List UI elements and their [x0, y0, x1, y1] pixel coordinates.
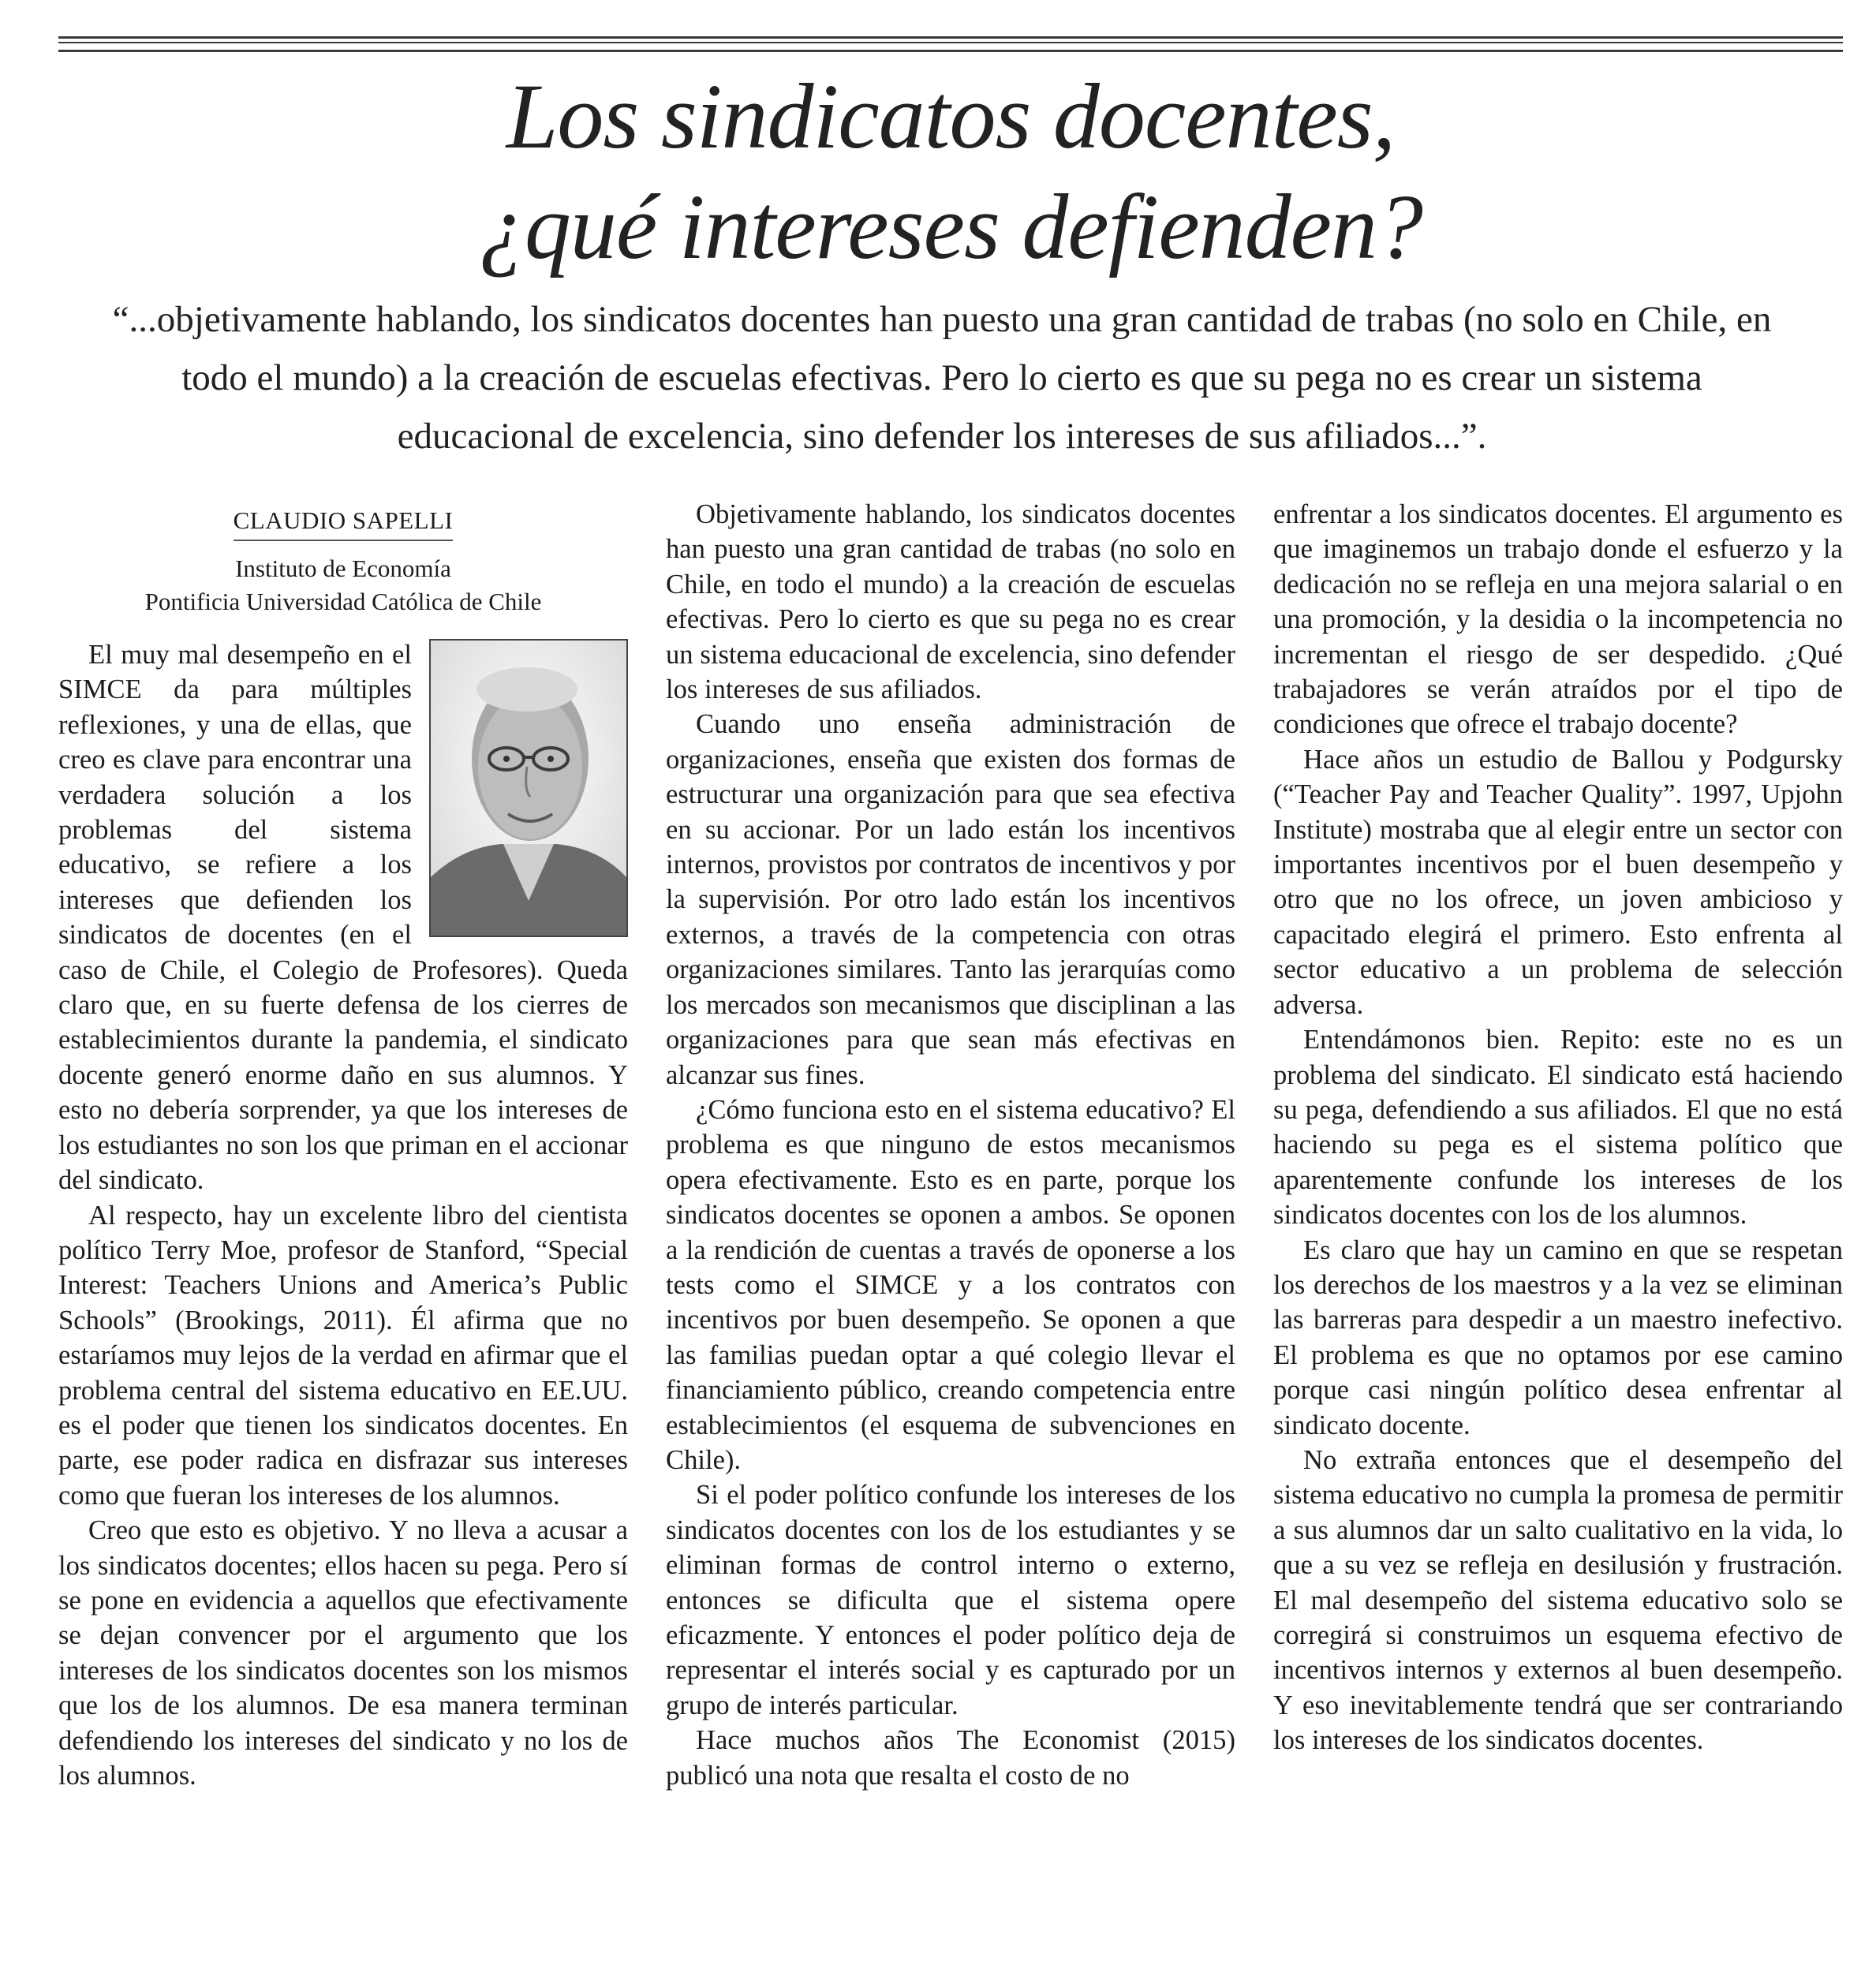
paragraph-10: Entendámonos bien. Repito: este no es un problema del sindicato. El sindicato está haciendo su pega, defendiendo a sus afiliados. El que no está haciendo su pega es el sistema político que aparentemente confunde los intereses de los sindicatos docentes con los de los alumnos.: [1273, 1025, 1843, 1231]
column-3: [1273, 497, 1843, 1758]
paragraph-1: El muy mal desempeño en el SIMCE da para múltiples reflexiones, y una de ellas, que creo es clave para encontrar una verdadera solución a los problemas del sistema educativo, se refiere a los intereses que defienden los sindicatos de docentes (en el caso de Chile, el Colegio de Profesores). Queda claro que, en su fuerte defensa de los cierres de establecimientos durante la pandemia, el sindicato docente generó enorme daño en sus alumnos. Y esto no debería sorprender, ya que los intereses de los estudiantes no son los que priman en el accionar del sindicato.: [58, 640, 628, 1196]
paragraph-7: Si el poder político confunde los intereses de los sindicatos docentes con los de los estudiantes y se eliminan formas de control interno o externo, entonces se dificulta que el sistema opere eficazmente. Y entonces el poder político deja de representar el interés social y es capturado por un grupo de interés particular.: [666, 1480, 1235, 1720]
paragraph-8-continued: enfrentar a los sindicatos docentes. El argumento es que imaginemos un trabajo donde el esfuerzo y la dedicación no se refleja en una mejora salarial o en una promoción, y la desidia o la incompetencia no incrementan el riesgo de ser despedido. ¿Qué trabajadores se verán atraídos por el tipo de condiciones que ofrece el trabajo docente?: [1273, 499, 1843, 740]
headline-line-1: Los sindicatos docentes,: [506, 65, 1396, 168]
paragraph-8: Hace muchos años The Economist (2015) publicó una nota que resalta el costo de no: [666, 1725, 1235, 1791]
top-rule: [58, 36, 1843, 52]
author-photo: [429, 639, 628, 937]
paragraph-6: ¿Cómo funciona esto en el sistema educativo? El problema es que ninguno de estos mecanismos opera efectivamente. Esto es en parte, porque los sindicatos docentes se oponen a ambos. Se oponen a la rendición de cuentas a través de oponerse a los tests como el SIMCE y a los contratos con incentivos por buen desempeño. Se oponen a que las familias puedan optar a qué colegio llevar el financiamiento público, creando competencia entre establecimientos (el esquema de subvenciones en Chile).: [666, 1094, 1235, 1475]
column-1: [58, 497, 628, 1793]
paragraph-5: Cuando uno enseña administración de organizaciones, enseña que existen dos formas de estructurar una organización para que sea efectiva en su accionar. Por un lado están los incentivos internos, provistos por contratos de incentivos y por la supervisión. Por otro lado están los incentivos externos, a través de la competencia con otras organizaciones similares. Tanto las jerarquías como los mercados son mecanismos que disciplinan a las organizaciones para que sean más efectivas en alcanzar sus fines.: [666, 709, 1235, 1090]
paragraph-2: Al respecto, hay un excelente libro del cientista político Terry Moe, profesor de Stanford, “Special Interest: Teachers Unions and America’s Public Schools” (Brookings, 2011). Él afirma que no estaríamos muy lejos de la verdad en afirmar que el problema central del sistema educativo en EE.UU. es el poder que tienen los sindicatos docentes. En parte, ese poder radica en disfrazar sus intereses como que fueran los intereses de los alumnos.: [58, 1200, 628, 1511]
paragraph-4: Objetivamente hablando, los sindicatos docentes han puesto una gran cantidad de trabas (no solo en Chile, en todo el mundo) a la creación de escuelas efectivas. Pero lo cierto es que su pega no es crear un sistema educacional de excelencia, sino defender los intereses de sus afiliados.: [666, 499, 1235, 705]
pull-quote: “...objetivamente hablando, los sindicatos docentes han puesto una gran cantidad de trabas (no solo en Chile, en todo el mundo) a la creación de escuelas efectivas. Pero lo cierto es que su pega no es crear un sistema educacional de excelencia, sino defender los intereses de sus afiliados...”.: [112, 299, 1772, 457]
headline-line-2: ¿qué intereses defienden?: [478, 175, 1423, 278]
author-affiliation: Instituto de Economía Pontificia Universidad Católica de Chile: [144, 555, 542, 615]
paragraph-12: No extraña entonces que el desempeño del sistema educativo no cumpla la promesa de permitir a sus alumnos dar un salto cualitativo en la vida, lo que a su vez se refleja en desilusión y frustración. El mal desempeño del sistema educativo solo se corregirá si construimos un esquema efectivo de incentivos internos y externos al buen desempeño. Y eso inevitablemente tendrá que ser contrariando los intereses de los sindicatos docentes.: [1273, 1444, 1843, 1756]
column-2: [666, 497, 1235, 1793]
paragraph-11: Es claro que hay un camino en que se respetan los derechos de los maestros y a la vez se eliminan las barreras para despedir a un maestro inefectivo. El problema es que no optamos por ese camino porque casi ningún político desea enfrentar al sindicato docente.: [1273, 1234, 1843, 1440]
paragraph-9: Hace años un estudio de Ballou y Podgursky (“Teacher Pay and Teacher Quality”. 1997, Upjohn Institute) mostraba que al elegir entre un sector con importantes incentivos por el buen desempeño y otro que no los ofrece, un joven ambicioso y capacitado elegirá el primero. Esto enfrenta al sector educativo a un problema de selección adversa.: [1273, 744, 1843, 1020]
headline: [58, 62, 1843, 282]
author-name: CLAUDIO SAPELLI: [58, 505, 628, 541]
paragraph-3: Creo que esto es objetivo. Y no lleva a acusar a los sindicatos docentes; ellos hacen su pega. Pero sí se pone en evidencia a aquellos que efectivamente se dejan convencer por el argumento que los intereses de los sindicatos docentes son los mismos que los de los alumnos. De esa manera terminan defendiendo los intereses del sindicato y no los de los alumnos.: [58, 1515, 628, 1791]
